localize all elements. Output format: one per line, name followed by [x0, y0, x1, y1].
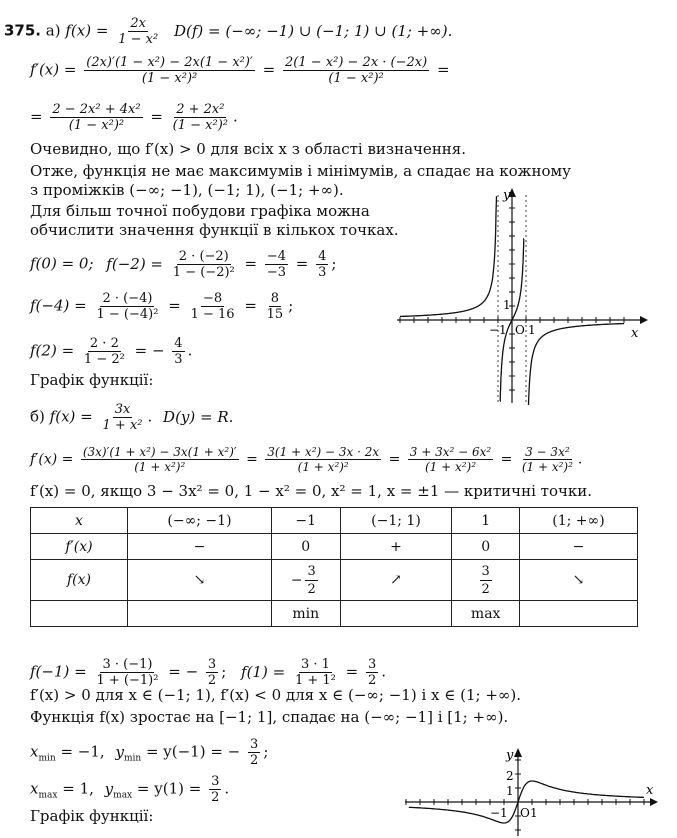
svg-text:x: x — [646, 783, 654, 798]
b-monotonic-line: Функція f(x) зростає на [−1; 1], спадає на (−∞; −1] і [1; +∞). — [30, 708, 509, 726]
table-row: f′(x) − 0 + 0 − — [31, 534, 638, 560]
curve-right-branch — [527, 324, 624, 405]
b-critical-points: f′(x) = 0, якщо 3 − 3x² = 0, 1 − x² = 0, x² = 1, x = ±1 — критичні точки. — [30, 482, 593, 500]
a-d4-frac: $\frac{\text{2 + 2x²}}{\text{(1 − x²)²}}$ — [172, 102, 228, 133]
a-text-1: Очевидно, що f′(x) > 0 для всіх x з області визначення. — [30, 140, 467, 158]
svg-text:O: O — [515, 323, 525, 337]
sign-table — [30, 507, 638, 627]
graph-a — [395, 185, 655, 405]
b-extreme-values: f(−1) = $\frac{3 \cdot (-1)}{\text{1 + (−1)²}}$ = − $\frac{3}{2}$ ; f(1) = $\frac{3 \cdot 1}{\text{1 + 1²}}$ = $\frac{3}{2}$ . — [30, 657, 387, 688]
problem-line-a — [4, 17, 452, 46]
a-values-line-1: f(0) = 0; f(−2) = $\frac{2 \cdot (-2)}{\text{1 − (−2)²}}$ = $\frac{-4}{-3}$ = $\frac{4}{3}$ ; — [30, 249, 337, 280]
b-sign-line: f′(x) > 0 для x ∈ (−1; 1), f′(x) < 0 для x ∈ (−∞; −1) і x ∈ (1; +∞). — [30, 686, 522, 704]
decreasing-arrow: ↘ — [519, 560, 637, 601]
a-d3-frac: $\frac{\text{2 − 2x² + 4x²}}{\text{(1 − x²)²}}$ — [52, 102, 141, 133]
x-label: x — [631, 326, 639, 341]
a-fx: f(x) = — [65, 21, 109, 40]
problem-line-b: б) f(x) = $\frac{3x}{\text{1 + x²}}$ . D(y) = R. — [30, 402, 234, 433]
increasing-arrow: ↗ — [340, 560, 452, 601]
a-text-2: Отже, функція не має максимумів і мінімумів, а спадає на кожному — [30, 162, 571, 180]
part-a-label: а) — [45, 21, 61, 40]
a-text-5: обчислити значення функції в кількох точках. — [30, 221, 399, 239]
svg-text:1: 1 — [506, 784, 514, 798]
b-max-line: $x_{max} = 1$, $y_{max} = y(1)$ = $\frac{3}{2}$ . — [30, 774, 230, 805]
decreasing-arrow: ↘ — [128, 560, 272, 601]
y-axis-arrow — [514, 748, 522, 757]
a-values-line-2: f(−4) = $\frac{2 \cdot (-4)}{\text{1 − (−4)²}}$ = $\frac{-8}{1 - 16}$ = $\frac{8}{15}$ ; — [30, 291, 294, 322]
a-derivative-line-2: = $\frac{\text{2 − 2x² + 4x²}}{\text{(1 − x²)²}}$ = $\frac{\text{2 + 2x²}}{\text{(1 − x²)²}}$ . — [30, 102, 238, 133]
a-domain: D(f) = (−∞; −1) ∪ (−1; 1) ∪ (1; +∞). — [173, 21, 453, 40]
a-derivative-line-1: f′(x) = $\frac{\text{(2x)′(1 − x²) − 2x(1 − x²)′}}{\text{(1 − x²)²}}$ = $\frac{\text{2(1 − x²) − 2x · (−2x)}}{\text{(1 − x²)²}}$ = — [30, 55, 450, 86]
curve-left-branch — [400, 197, 497, 317]
a-d1-frac: $\frac{\text{(2x)′(1 − x²) − 2x(1 − x²)′}}{\text{(1 − x²)²}}$ — [86, 55, 253, 86]
table-row: f(x) ↘ − $\frac{3}{2}$ ↗ $\frac{3}{2}$ ↘ — [31, 560, 638, 601]
svg-text:1: 1 — [528, 323, 536, 337]
svg-text:−1: −1 — [489, 323, 507, 337]
svg-text:2: 2 — [506, 769, 514, 783]
x-axis-arrow — [640, 316, 648, 324]
x-axis-arrow — [650, 798, 658, 806]
graph-b — [400, 746, 670, 838]
a-values-line-3: f(2) = $\frac{2 \cdot 2}{\text{1 − 2²}}$ = − $\frac{4}{3}$ . — [30, 336, 193, 367]
b-min-line: $x_{min} = -1$, $y_{min} = y(-1)$ = − $\frac{3}{2}$ ; — [30, 737, 269, 768]
svg-text:y: y — [506, 748, 514, 763]
y-label: y — [503, 188, 511, 203]
table-row: min max — [31, 601, 638, 627]
svg-text:−1: −1 — [490, 806, 508, 820]
a-def-frac: $\frac{2x}{\text{1 − x²}}$ — [118, 16, 159, 47]
svg-text:O: O — [520, 806, 530, 820]
problem-number: 375. — [4, 21, 42, 40]
b-graph-caption: Графік функції: — [30, 807, 154, 825]
b-derivative-line: f′(x) = $\frac{\text{(3x)′(1 + x²) − 3x(1 + x²)′}}{\text{(1 + x²)²}}$ = $\frac{\text{3(1 + x²) − 3x · 2x}}{\text{(1 + x²)²}}$ = $\frac{\text{3 + 3x² − 6x²}}{\text{(1 + x²)²}}$ = $\frac{\text{3 − 3x²}}{\text{(1 + x²)²}}$ . — [30, 445, 583, 474]
a-d2-frac: $\frac{\text{2(1 − x²) − 2x · (−2x)}}{\text{(1 − x²)²}}$ — [285, 55, 428, 86]
a-graph-caption: Графік функції: — [30, 371, 154, 389]
svg-text:1: 1 — [503, 298, 511, 312]
a-text-3: з проміжків (−∞; −1), (−1; 1), (−1; +∞). — [30, 181, 344, 199]
table-row: x (−∞; −1) −1 (−1; 1) 1 (1; +∞) — [31, 508, 638, 534]
svg-text:1: 1 — [530, 806, 538, 820]
a-text-4: Для більш точної побудови графіка можна — [30, 202, 370, 220]
